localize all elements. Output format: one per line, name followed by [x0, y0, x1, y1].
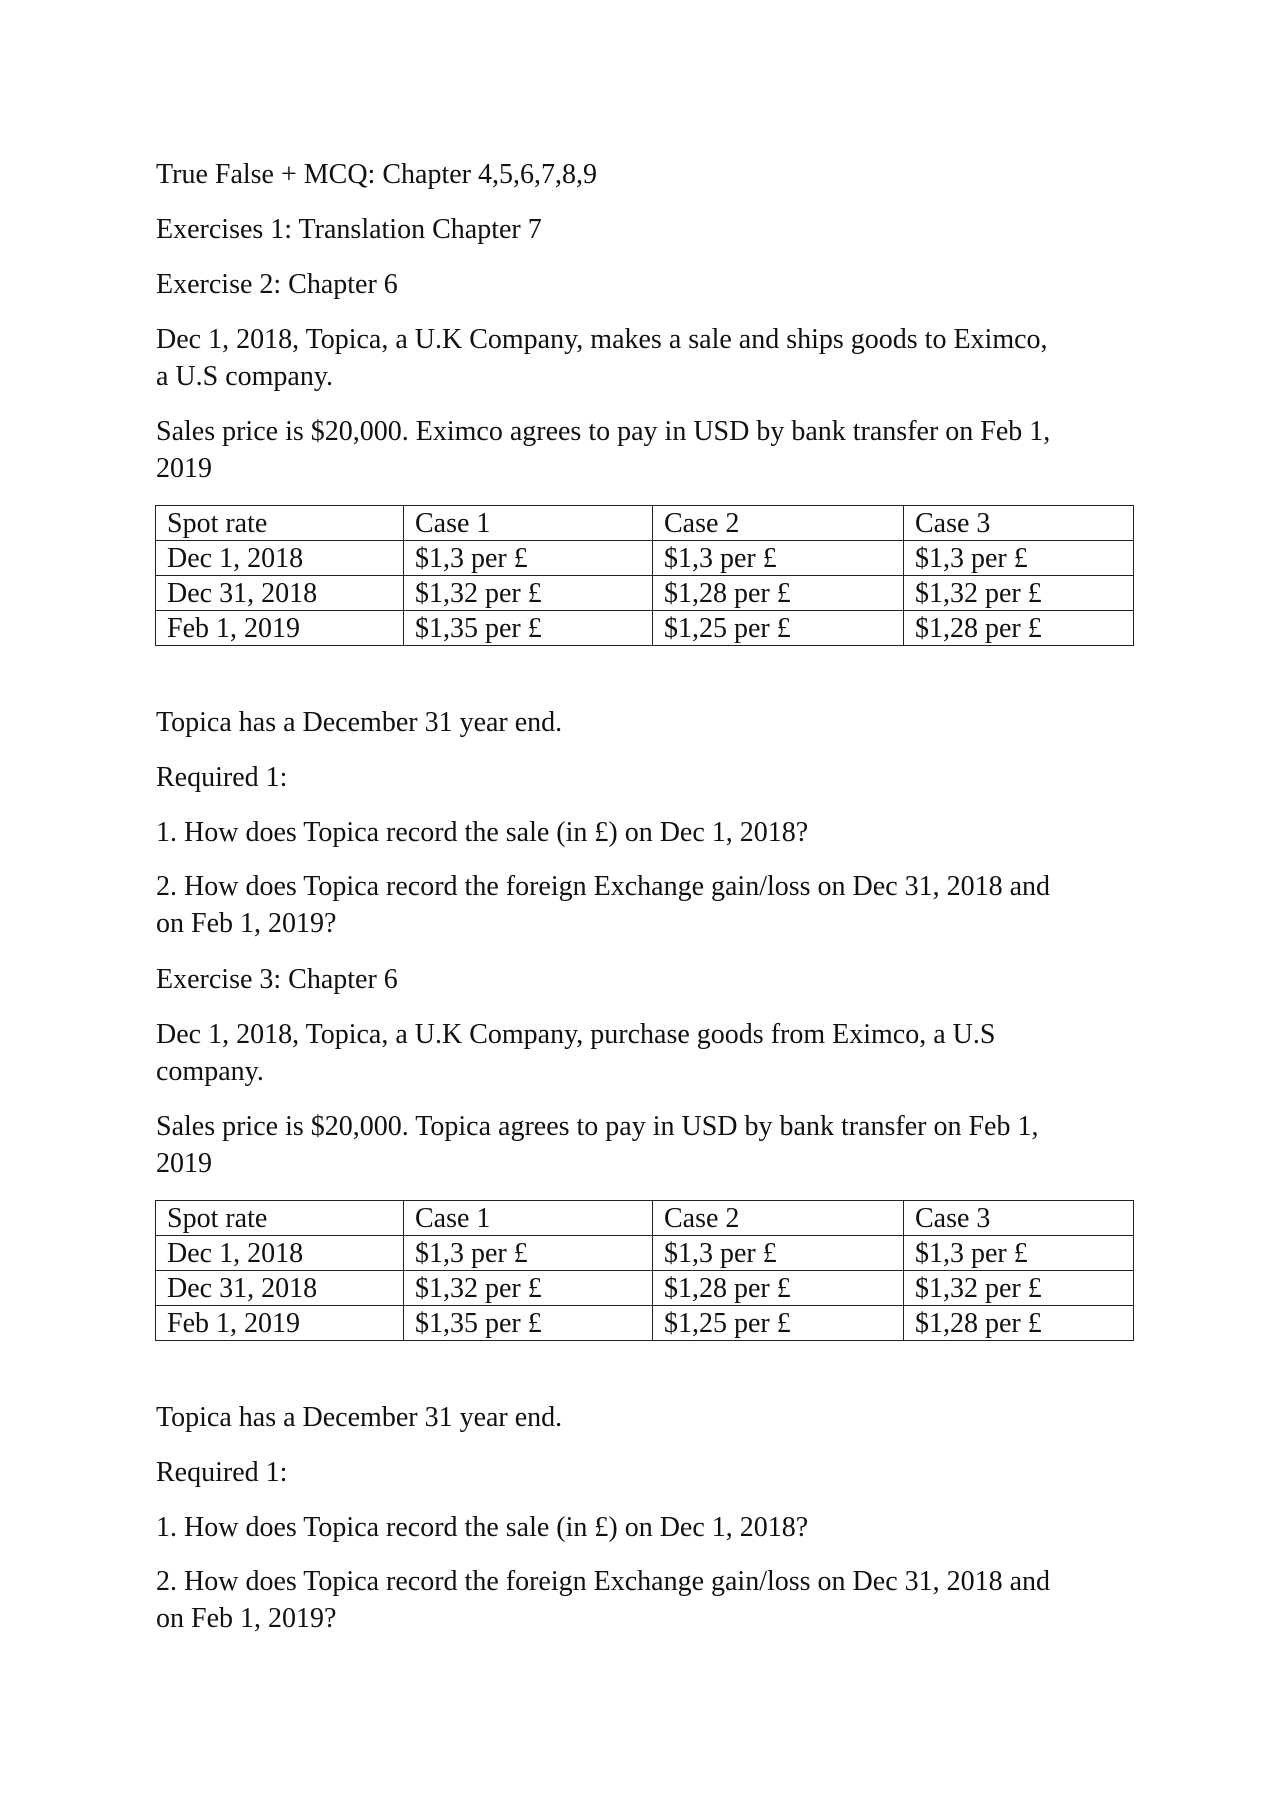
table-cell: $1,35 per £ [404, 1306, 653, 1341]
table-cell: Feb 1, 2019 [156, 611, 404, 646]
table-cell: $1,3 per £ [404, 541, 653, 576]
exercise-1-heading: Exercises 1: Translation Chapter 7 [156, 214, 542, 245]
table-header-cell: Case 2 [653, 506, 904, 541]
exercise-2-heading: Exercise 2: Chapter 6 [156, 269, 398, 300]
table-cell: Dec 31, 2018 [156, 576, 404, 611]
table-cell: $1,32 per £ [404, 576, 653, 611]
table-cell: $1,28 per £ [904, 611, 1134, 646]
table-cell: $1,3 per £ [653, 541, 904, 576]
exercise-3-question-1: 1. How does Topica record the sale (in £) on Dec 1, 2018? [156, 1512, 809, 1543]
table-cell: Feb 1, 2019 [156, 1306, 404, 1341]
exercise-2-question-1: 1. How does Topica record the sale (in £) on Dec 1, 2018? [156, 817, 809, 848]
table-cell: Dec 31, 2018 [156, 1271, 404, 1306]
table-cell: Dec 1, 2018 [156, 1236, 404, 1271]
table-cell: $1,25 per £ [653, 1306, 904, 1341]
exercise-3-sales-price: Sales price is $20,000. Topica agrees to pay in USD by bank transfer on Feb 1, 2019 [156, 1111, 1039, 1179]
table-cell: $1,28 per £ [653, 1271, 904, 1306]
table-header-cell: Spot rate [156, 1201, 404, 1236]
table-cell: $1,3 per £ [904, 1236, 1134, 1271]
exercise-3-spot-rate-table [155, 1200, 1134, 1341]
table-row [156, 611, 1134, 646]
exercise-2-question-2: 2. How does Topica record the foreign Exchange gain/loss on Dec 31, 2018 and on Feb 1, 2019? [156, 871, 1051, 939]
table-header-row [156, 1201, 1134, 1236]
course-topics-line: True False + MCQ: Chapter 4,5,6,7,8,9 [156, 159, 597, 190]
table-row [156, 541, 1134, 576]
table-header-row [156, 506, 1134, 541]
table-header-cell: Case 3 [904, 506, 1134, 541]
table-row [156, 1236, 1134, 1271]
exercise-3-year-end: Topica has a December 31 year end. [156, 1402, 563, 1433]
table-cell: $1,35 per £ [404, 611, 653, 646]
table-cell: $1,32 per £ [904, 1271, 1134, 1306]
table-cell: $1,32 per £ [904, 576, 1134, 611]
table-header-cell: Case 1 [404, 506, 653, 541]
table-header-cell: Case 2 [653, 1201, 904, 1236]
table-header-cell: Spot rate [156, 506, 404, 541]
exercise-2-year-end: Topica has a December 31 year end. [156, 707, 563, 738]
exercise-2-spot-rate-table [155, 505, 1134, 646]
exercise-3-heading: Exercise 3: Chapter 6 [156, 964, 398, 995]
table-cell: $1,28 per £ [904, 1306, 1134, 1341]
table-header-cell: Case 3 [904, 1201, 1134, 1236]
exercise-3-required-heading: Required 1: [156, 1457, 288, 1488]
table-cell: $1,3 per £ [904, 541, 1134, 576]
exercise-3-question-2: 2. How does Topica record the foreign Exchange gain/loss on Dec 31, 2018 and on Feb 1, 2019? [156, 1566, 1051, 1634]
exercise-2-required-heading: Required 1: [156, 762, 288, 793]
table-cell: Dec 1, 2018 [156, 541, 404, 576]
exercise-2-sales-price: Sales price is $20,000. Eximco agrees to pay in USD by bank transfer on Feb 1, 2019 [156, 416, 1051, 484]
table-cell: $1,3 per £ [404, 1236, 653, 1271]
table-row [156, 1306, 1134, 1341]
table-cell: $1,3 per £ [653, 1236, 904, 1271]
table-header-cell: Case 1 [404, 1201, 653, 1236]
table-cell: $1,25 per £ [653, 611, 904, 646]
table-row [156, 1271, 1134, 1306]
table-cell: $1,32 per £ [404, 1271, 653, 1306]
exercise-3-intro: Dec 1, 2018, Topica, a U.K Company, purchase goods from Eximco, a U.S company. [156, 1019, 996, 1087]
table-row [156, 576, 1134, 611]
table-cell: $1,28 per £ [653, 576, 904, 611]
exercise-2-intro: Dec 1, 2018, Topica, a U.K Company, makes a sale and ships goods to Eximco, a U.S company. [156, 324, 1048, 392]
